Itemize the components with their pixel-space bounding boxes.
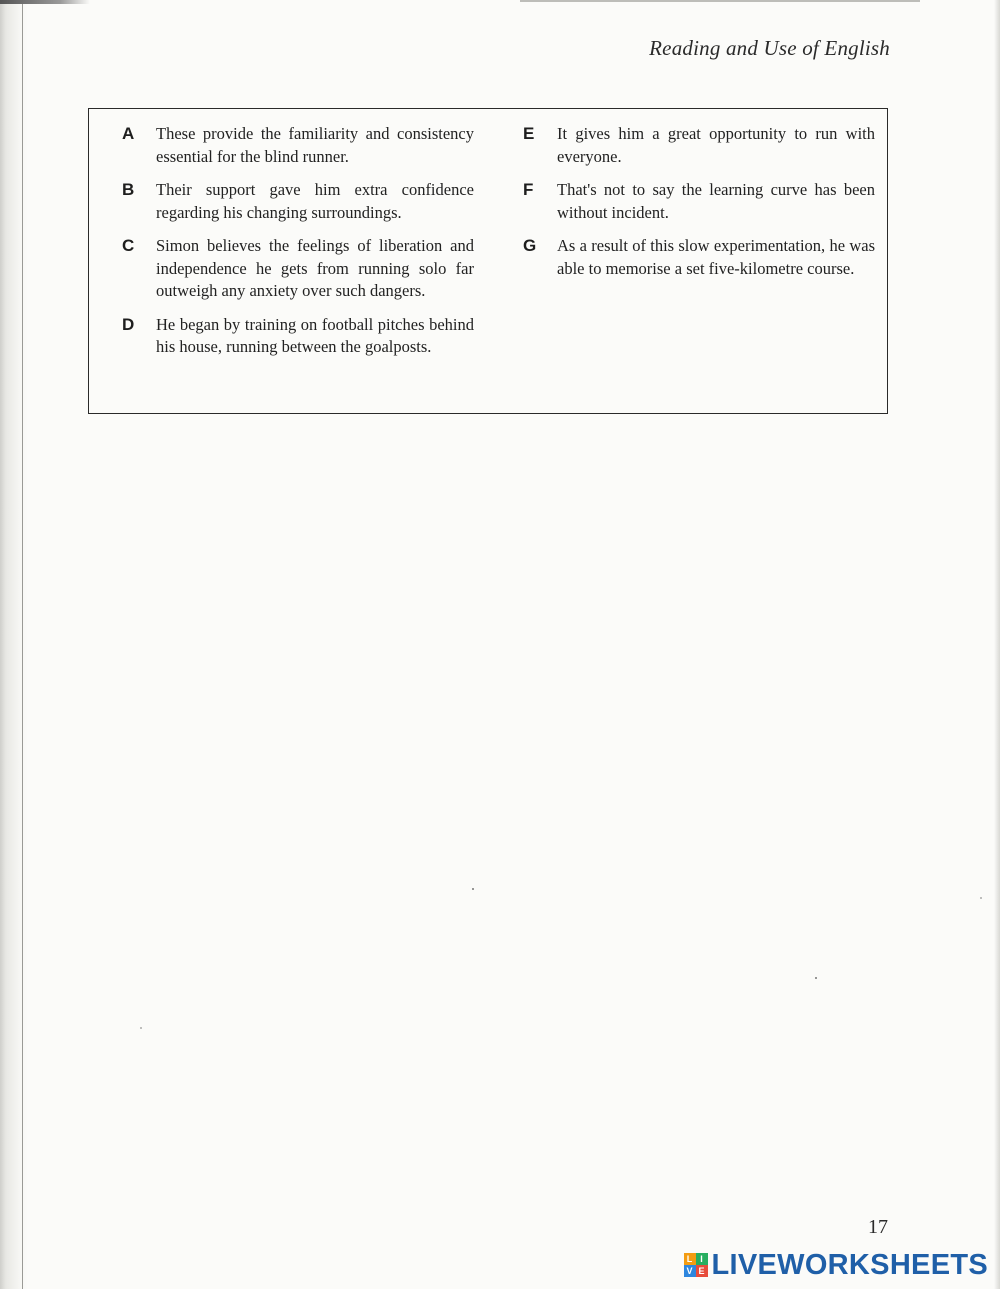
running-head: Reading and Use of English [649,36,890,60]
logo-letter: E [696,1265,708,1277]
option-letter: D [122,314,135,334]
scan-speck [472,888,474,890]
option-b [122,179,474,224]
option-letter: G [523,236,537,255]
option-text: Simon believes the feelings of liberation and independence he gets from running solo far outweigh any anxiety over such dangers. [156,236,474,300]
option-text: As a result of this slow experimentation, he was able to memorise a set five-kilometre course. [557,236,875,278]
logo-letter: I [696,1253,708,1265]
option-letter: B [122,180,135,199]
scan-mark [0,0,90,4]
scan-speck [815,977,817,979]
option-text: These provide the familiarity and consistency essential for the blind runner. [156,124,474,166]
option-text: He began by training on football pitches behind his house, running between the goalposts. [156,314,474,356]
option-text: That's not to say the learning curve has been without incident. [557,180,875,222]
option-text: It gives him a great opportunity to run with everyone. [557,124,875,166]
options-column-right [523,123,875,291]
options-box [88,108,888,414]
option-d [122,314,474,359]
logo-letter: V [684,1265,696,1277]
watermark-text: LIVEWORKSHEETS [711,1249,988,1281]
option-a [122,123,474,168]
liveworksheets-watermark [684,1248,989,1282]
option-letter: A [122,124,135,143]
scan-top-line [520,0,920,2]
page-edge-line [22,0,23,1289]
scan-speck [980,897,982,899]
scan-speck [140,1027,142,1029]
option-e [523,123,875,168]
options-column-left [122,123,474,370]
page-number: 17 [868,1216,888,1238]
option-f [523,179,875,224]
option-letter: C [122,236,135,255]
option-text: Their support gave him extra confidence regarding his changing surroundings. [156,180,474,222]
page-edge-right [994,0,1000,1289]
option-letter: F [523,180,534,199]
logo-letter: L [684,1253,696,1265]
option-c [122,235,474,303]
liveworksheets-logo-icon [684,1253,708,1277]
page-edge-shadow [0,0,28,1289]
option-g [523,235,875,280]
option-letter: E [523,124,535,143]
